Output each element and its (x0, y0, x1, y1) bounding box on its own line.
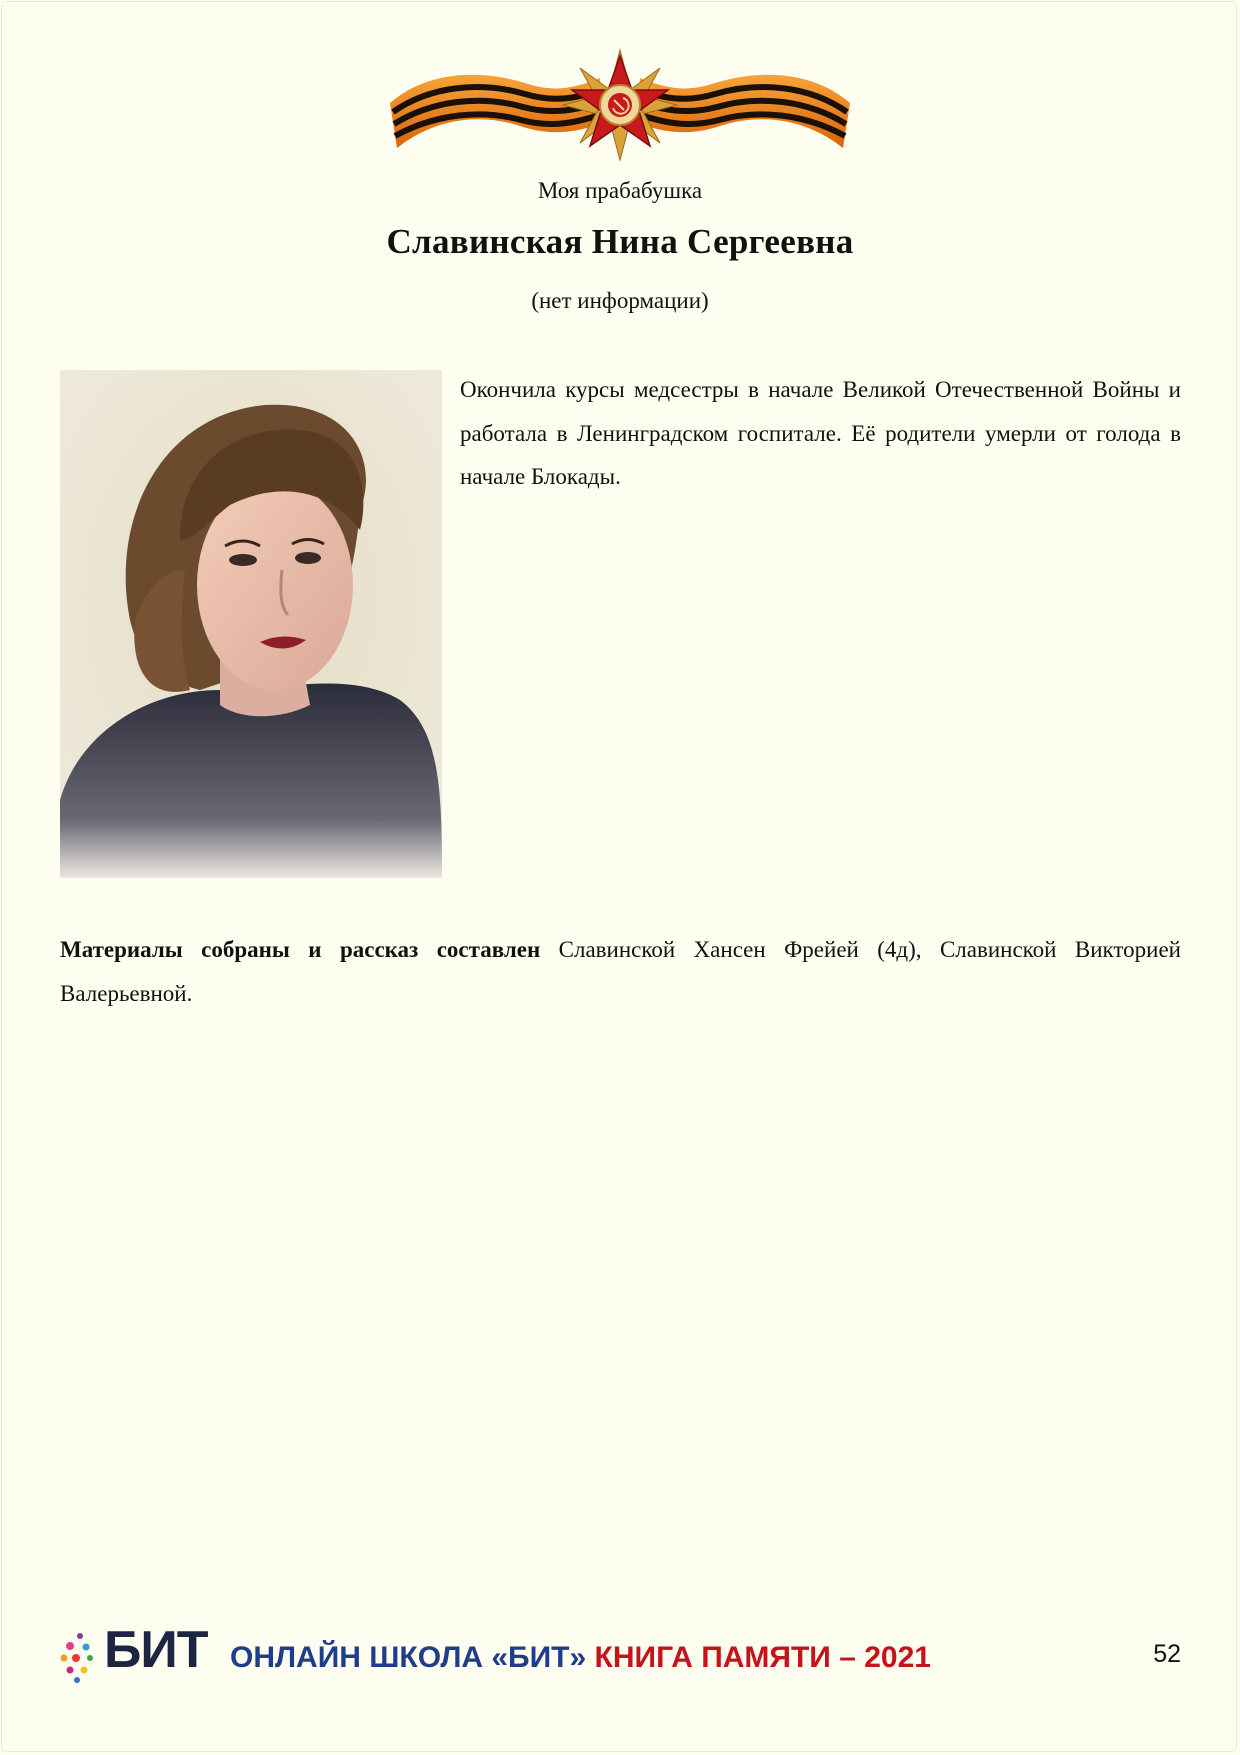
book-title: КНИГА ПАМЯТИ – 2021 (594, 1641, 931, 1674)
person-name: Славинская Нина Сергеевна (386, 222, 854, 261)
credits-label: Материалы собраны и рассказ составлен (60, 937, 541, 962)
bit-logo-icon (60, 1630, 100, 1684)
page-number: 52 (1153, 1640, 1181, 1668)
footer (60, 1621, 1181, 1686)
bit-logo-text: БИТ (104, 1621, 208, 1679)
subtitle: Моя прабабушка (537, 178, 703, 203)
credits-paragraph (60, 928, 1181, 1015)
portrait-photo-icon (60, 370, 442, 878)
school-name: ОНЛАЙН ШКОЛА «БИТ» (230, 1641, 587, 1674)
biography-text: Окончила курсы медсестры в начале Великой Отечественной Войны и работала в Ленинградском госпитале. Её родители умерли от голода в начале Блокады. (460, 377, 1181, 489)
life-dates: (нет информации) (531, 288, 709, 313)
st-george-ribbon-icon (385, 48, 855, 163)
footer-title (230, 1641, 931, 1675)
credits-authors: Славинской Хансен Фрейей (4д), Славинской Викторией Валерьевной. (60, 937, 1181, 1006)
